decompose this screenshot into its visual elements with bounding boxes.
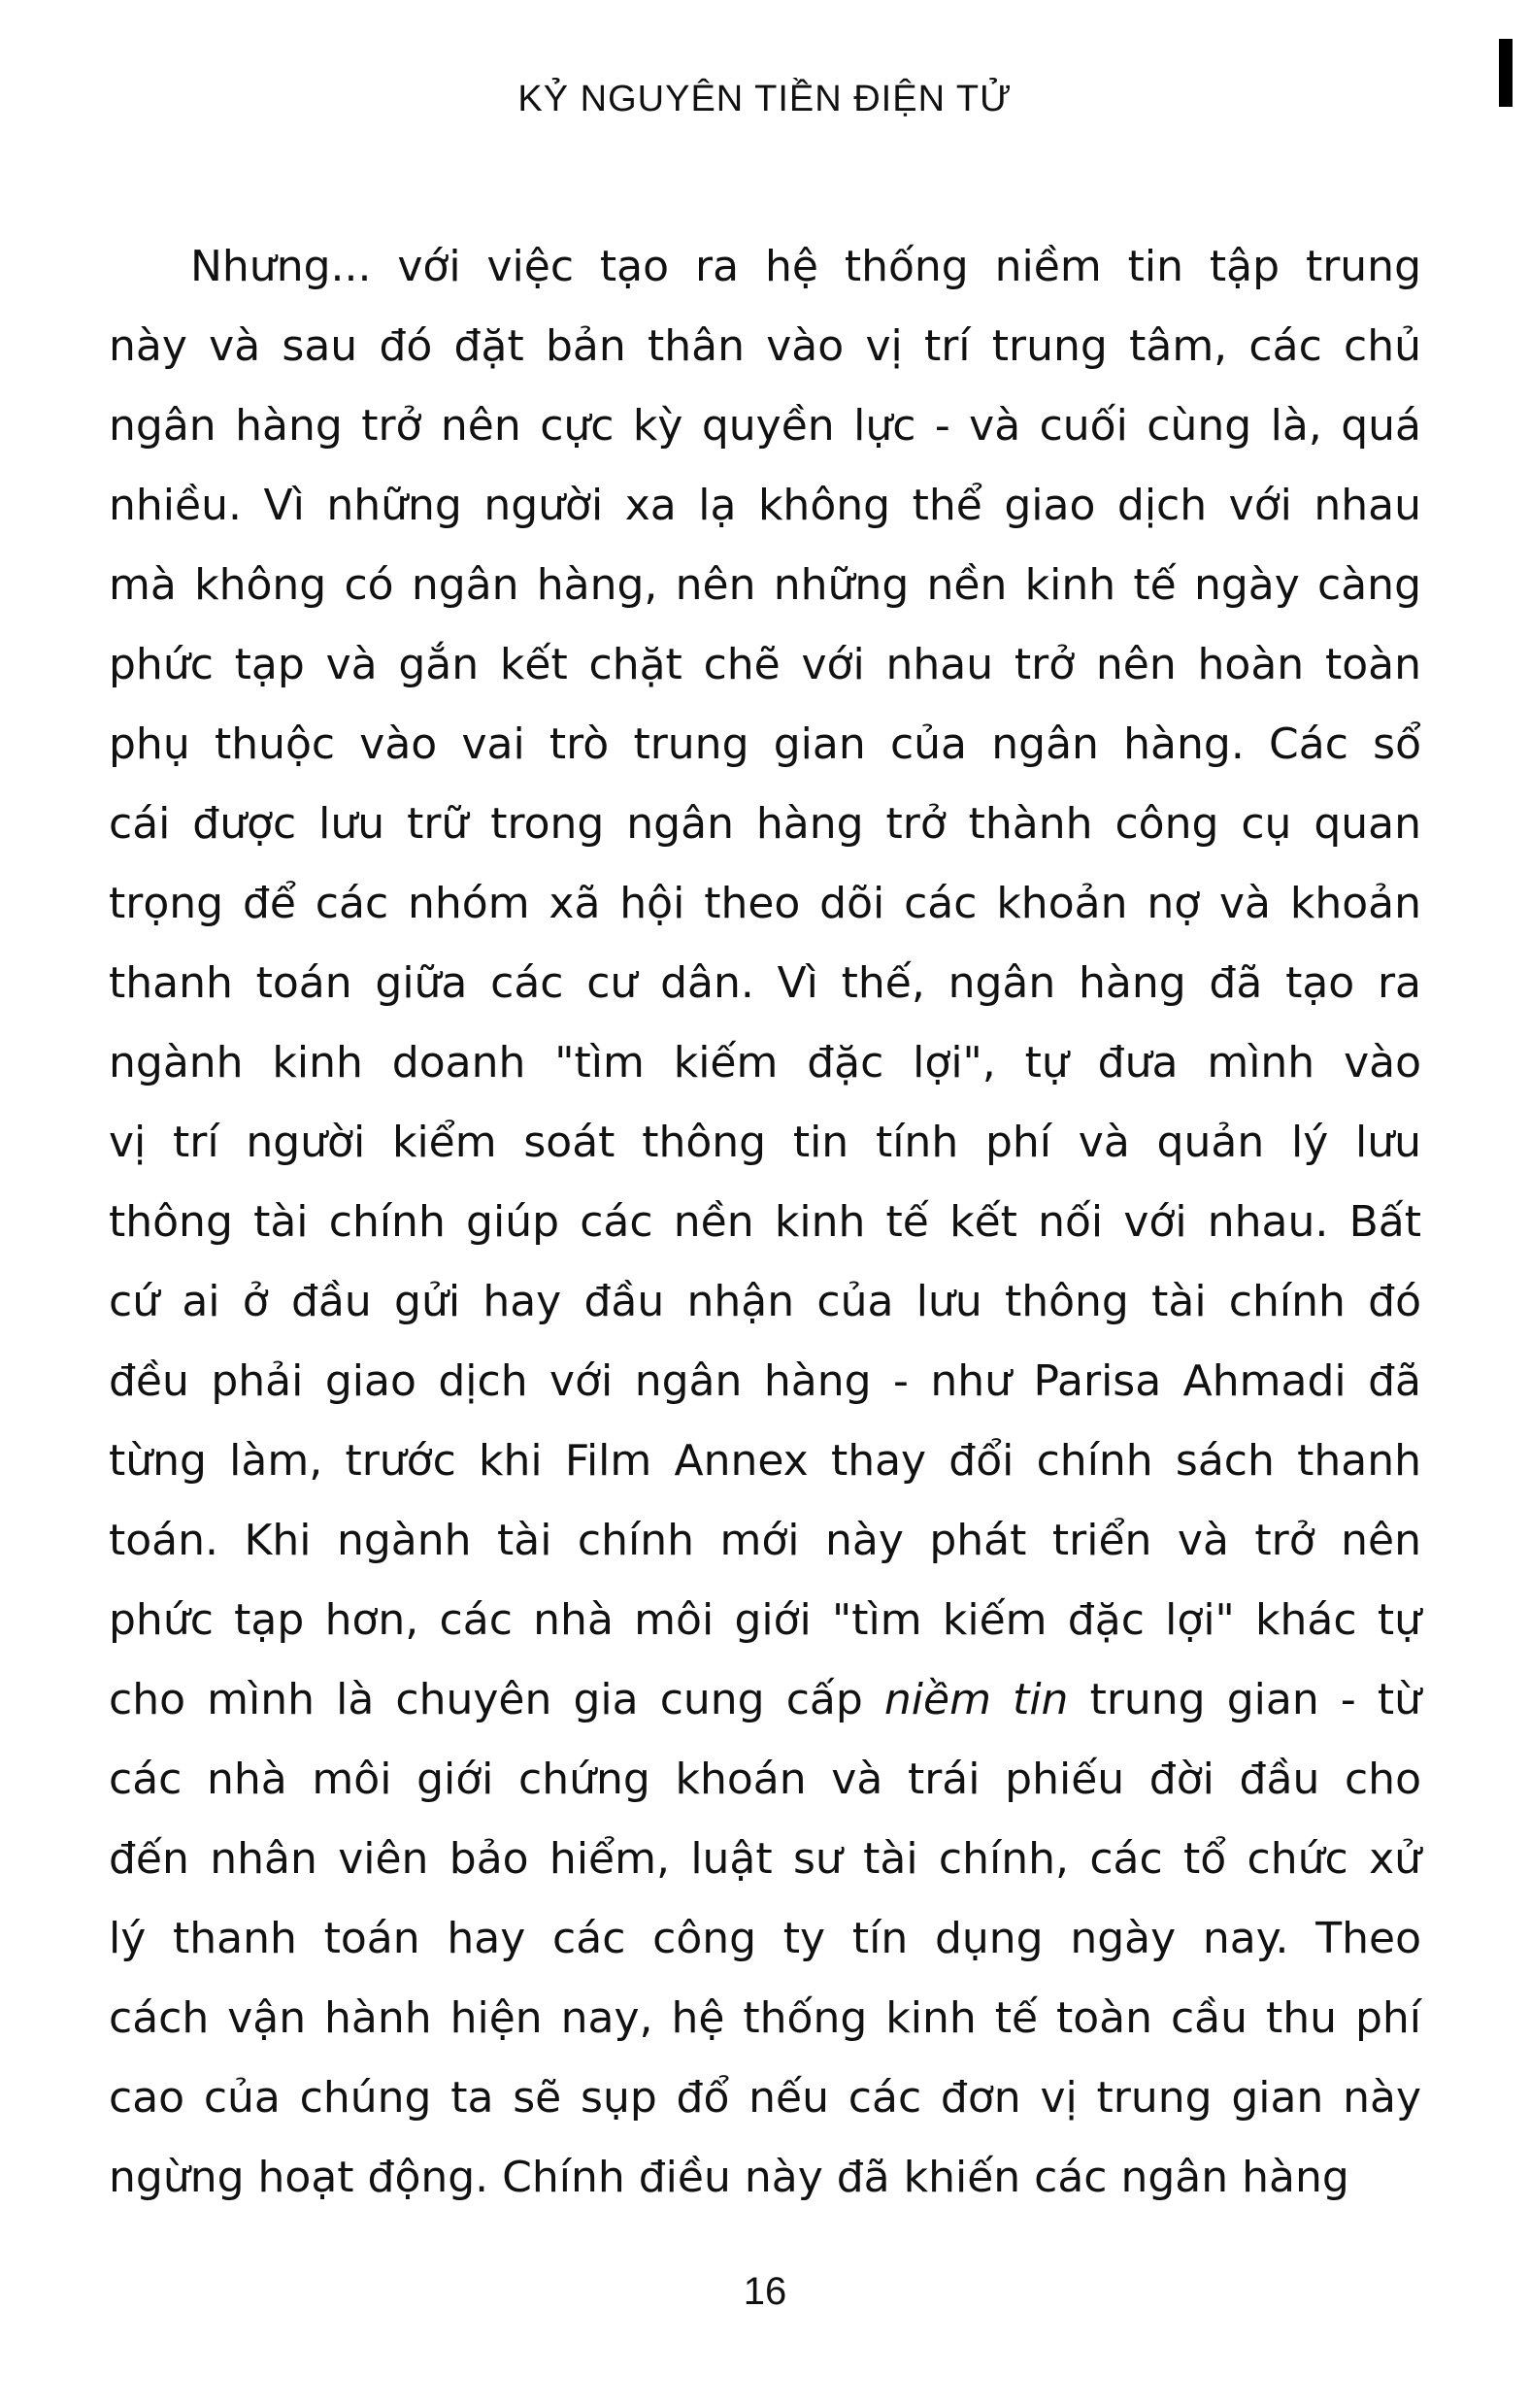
text-line-with-emphasis — [109, 1660, 1421, 1740]
text-run: trung gian - từ — [1068, 1675, 1421, 1724]
text-line: cao của chúng ta sẽ sụp đổ nếu các đơn vị trung gian này — [109, 2073, 1421, 2123]
text-line: này và sau đó đặt bản thân vào vị trí trung tâm, các chủ — [109, 321, 1421, 371]
text-line: phức tạp và gắn kết chặt chẽ với nhau trở nên hoàn toàn — [109, 640, 1421, 689]
text-line: toán. Khi ngành tài chính mới này phát triển và trở nên — [109, 1516, 1421, 1565]
text-line: các nhà môi giới chứng khoán và trái phiếu đời đầu cho — [109, 1755, 1421, 1804]
text-line: cứ ai ở đầu gửi hay đầu nhận của lưu thông tài chính đó — [109, 1277, 1421, 1326]
text-line: cách vận hành hiện nay, hệ thống kinh tế toàn cầu thu phí — [109, 1993, 1421, 2043]
text-line: thanh toán giữa các cư dân. Vì thế, ngân hàng đã tạo ra — [109, 958, 1421, 1008]
emphasis-text: niềm tin — [883, 1675, 1069, 1724]
text-line: Nhưng... với việc tạo ra hệ thống niềm tin tập trung — [190, 242, 1421, 291]
text-line: đều phải giao dịch với ngân hàng - như Parisa Ahmadi đã — [109, 1356, 1421, 1406]
text-run: cho mình là chuyên gia cung cấp — [109, 1675, 884, 1724]
text-line: ngừng hoạt động. Chính điều này đã khiến các ngân hàng — [109, 2153, 1349, 2202]
running-header: KỶ NGUYÊN TIỀN ĐIỆN TỬ — [517, 79, 1013, 119]
text-line: nhiều. Vì những người xa lạ không thể giao dịch với nhau — [109, 481, 1421, 530]
text-line: lý thanh toán hay các công ty tín dụng ngày nay. Theo — [109, 1914, 1421, 1963]
text-line: ngành kinh doanh "tìm kiếm đặc lợi", tự đưa mình vào — [109, 1038, 1421, 1087]
text-line: đến nhân viên bảo hiểm, luật sư tài chính, các tổ chức xử — [109, 1834, 1421, 1884]
text-line: phức tạp hơn, các nhà môi giới "tìm kiếm đặc lợi" khác tự — [109, 1595, 1421, 1645]
text-line: trọng để các nhóm xã hội theo dõi các khoản nợ và khoản — [109, 879, 1421, 928]
text-line: mà không có ngân hàng, nên những nền kinh tế ngày càng — [109, 560, 1421, 610]
text-line: ngân hàng trở nên cực kỳ quyền lực - và cuối cùng là, quá — [109, 401, 1421, 451]
text-line: vị trí người kiểm soát thông tin tính phí và quản lý lưu — [109, 1118, 1421, 1167]
text-line: từng làm, trước khi Film Annex thay đổi chính sách thanh — [109, 1436, 1421, 1486]
body-paragraph — [109, 227, 1421, 2218]
text-line: cái được lưu trữ trong ngân hàng trở thành công cụ quan — [109, 799, 1421, 849]
page-number: 16 — [743, 2270, 787, 2313]
text-line: phụ thuộc vào vai trò trung gian của ngân hàng. Các sổ — [109, 719, 1421, 769]
page-edge-mark — [1499, 39, 1513, 107]
text-line: thông tài chính giúp các nền kinh tế kết nối với nhau. Bất — [109, 1197, 1421, 1247]
